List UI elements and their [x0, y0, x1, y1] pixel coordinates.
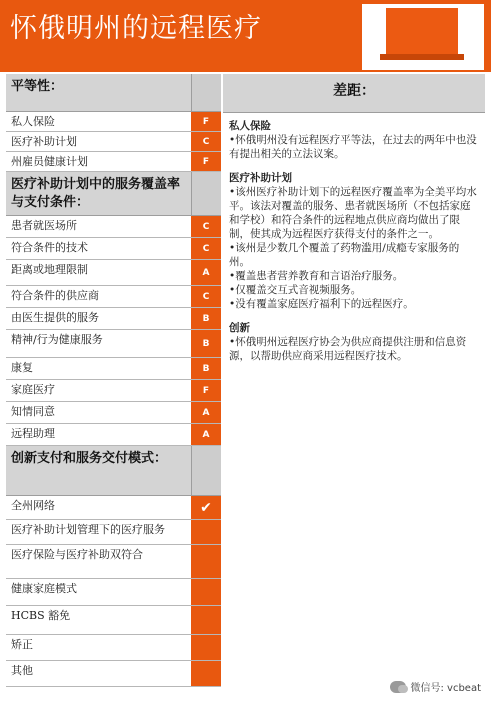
medicaid-bullet: •没有覆盖家庭医疗福利下的远程医疗。 — [229, 298, 414, 310]
innovation-text: •怀俄明州远程医疗协会为供应商提供注册和信息资源，以帮助供应商采用远程医疗技术。 — [229, 336, 467, 362]
checkmark-icon: ✔ — [191, 496, 221, 519]
table-row — [6, 330, 221, 358]
table-row — [6, 606, 221, 635]
table-row — [6, 635, 221, 661]
grade-badge: F — [191, 152, 221, 171]
equality-header-label: 平等性： — [11, 79, 64, 94]
row-label: 家庭医疗 — [11, 383, 55, 396]
row-label: 私人保险 — [11, 115, 55, 128]
private-insurance-text: •怀俄明州没有远程医疗平等法，在过去的两年中也没有提出相关的立法议案。 — [229, 134, 477, 160]
table-row — [6, 286, 221, 308]
row-label: 医疗补助计划 — [11, 135, 77, 148]
logo-card — [362, 4, 484, 70]
table-row — [6, 579, 221, 606]
grade-badge: A — [191, 260, 221, 285]
table-row — [6, 152, 221, 172]
logo-block — [386, 8, 458, 54]
row-label: HCBS 豁免 — [11, 609, 71, 622]
innovation-title: 创新 — [229, 322, 250, 334]
row-label: 远程助理 — [11, 427, 55, 440]
watermark-text: 微信号: vcbeat — [410, 683, 481, 694]
grades-table — [6, 74, 221, 687]
grade-badge: F — [191, 380, 221, 401]
gaps-header — [223, 74, 485, 113]
row-label: 知情同意 — [11, 405, 55, 418]
grade-badge — [191, 579, 221, 605]
gaps-text — [223, 113, 485, 363]
grade-badge: A — [191, 402, 221, 423]
row-label: 健康家庭模式 — [11, 582, 77, 595]
innovation-block — [229, 321, 477, 363]
row-label: 由医生提供的服务 — [11, 311, 99, 324]
header-grade-cell — [191, 172, 221, 215]
private-insurance-title: 私人保险 — [229, 120, 271, 132]
medicaid-block — [229, 171, 477, 311]
table-row — [6, 358, 221, 380]
equality-section-header — [6, 74, 221, 112]
gaps-panel — [223, 74, 485, 373]
table-row — [6, 402, 221, 424]
header-grade-cell — [191, 74, 221, 111]
table-row — [6, 545, 221, 579]
grade-badge — [191, 635, 221, 660]
medicaid-bullet: •该州医疗补助计划下的远程医疗覆盖率为全美平均水平。该法对覆盖的服务、患者就医场所（不包括家庭和学校）和符合条件的远程地点供应商均做出了限制，使其成为远程医疗获得支付的条件之一。 — [229, 186, 477, 240]
grade-badge: A — [191, 424, 221, 445]
grade-badge: B — [191, 358, 221, 379]
grade-badge — [191, 545, 221, 578]
table-row — [6, 216, 221, 238]
grade-badge — [191, 606, 221, 634]
table-row — [6, 496, 221, 520]
row-label: 精神/行为健康服务 — [11, 333, 103, 346]
table-row — [6, 380, 221, 402]
table-row — [6, 238, 221, 260]
innovation-section-header — [6, 446, 221, 496]
grade-badge: C — [191, 286, 221, 307]
coverage-section-header — [6, 172, 221, 216]
medicaid-bullet: •仅覆盖交互式音视频服务。 — [229, 284, 362, 296]
row-label: 矫正 — [11, 638, 33, 651]
watermark — [390, 679, 481, 694]
innovation-header-label: 创新支付和服务交付模式： — [11, 451, 168, 466]
row-label: 符合条件的供应商 — [11, 289, 99, 302]
table-row — [6, 260, 221, 286]
gaps-header-label: 差距： — [333, 83, 375, 99]
row-label: 患者就医场所 — [11, 219, 77, 232]
wechat-icon — [390, 681, 406, 693]
grade-badge: C — [191, 216, 221, 237]
grade-badge: C — [191, 238, 221, 259]
grade-badge: C — [191, 132, 221, 151]
grade-badge — [191, 661, 221, 686]
private-insurance-block — [229, 119, 477, 161]
row-label: 医疗补助计划管理下的医疗服务 — [11, 523, 165, 536]
table-row — [6, 424, 221, 446]
row-label: 距离或地理限制 — [11, 263, 88, 276]
row-label: 康复 — [11, 361, 33, 374]
table-row — [6, 661, 221, 687]
grade-badge: B — [191, 308, 221, 329]
page-title: 怀俄明州的远程医疗 — [10, 13, 262, 44]
header-banner — [0, 0, 491, 72]
grade-badge — [191, 520, 221, 544]
logo-base — [380, 54, 464, 60]
row-label: 全州网络 — [11, 499, 55, 512]
table-row — [6, 520, 221, 545]
row-label: 其他 — [11, 664, 33, 677]
medicaid-bullet: •该州是少数几个覆盖了药物滥用/成瘾专家服务的州。 — [229, 242, 460, 268]
medicaid-title: 医疗补助计划 — [229, 172, 292, 184]
row-label: 州雇员健康计划 — [11, 155, 88, 168]
header-grade-cell — [191, 446, 221, 495]
table-row — [6, 308, 221, 330]
coverage-header-label: 医疗补助计划中的服务覆盖率与支付条件： — [11, 177, 181, 210]
grade-badge: B — [191, 330, 221, 357]
medicaid-bullet: •覆盖患者营养教育和言语治疗服务。 — [229, 270, 404, 282]
table-row — [6, 112, 221, 132]
row-label: 符合条件的技术 — [11, 241, 88, 254]
row-label: 医疗保险与医疗补助双符合 — [11, 548, 143, 561]
grade-badge: F — [191, 112, 221, 131]
table-row — [6, 132, 221, 152]
